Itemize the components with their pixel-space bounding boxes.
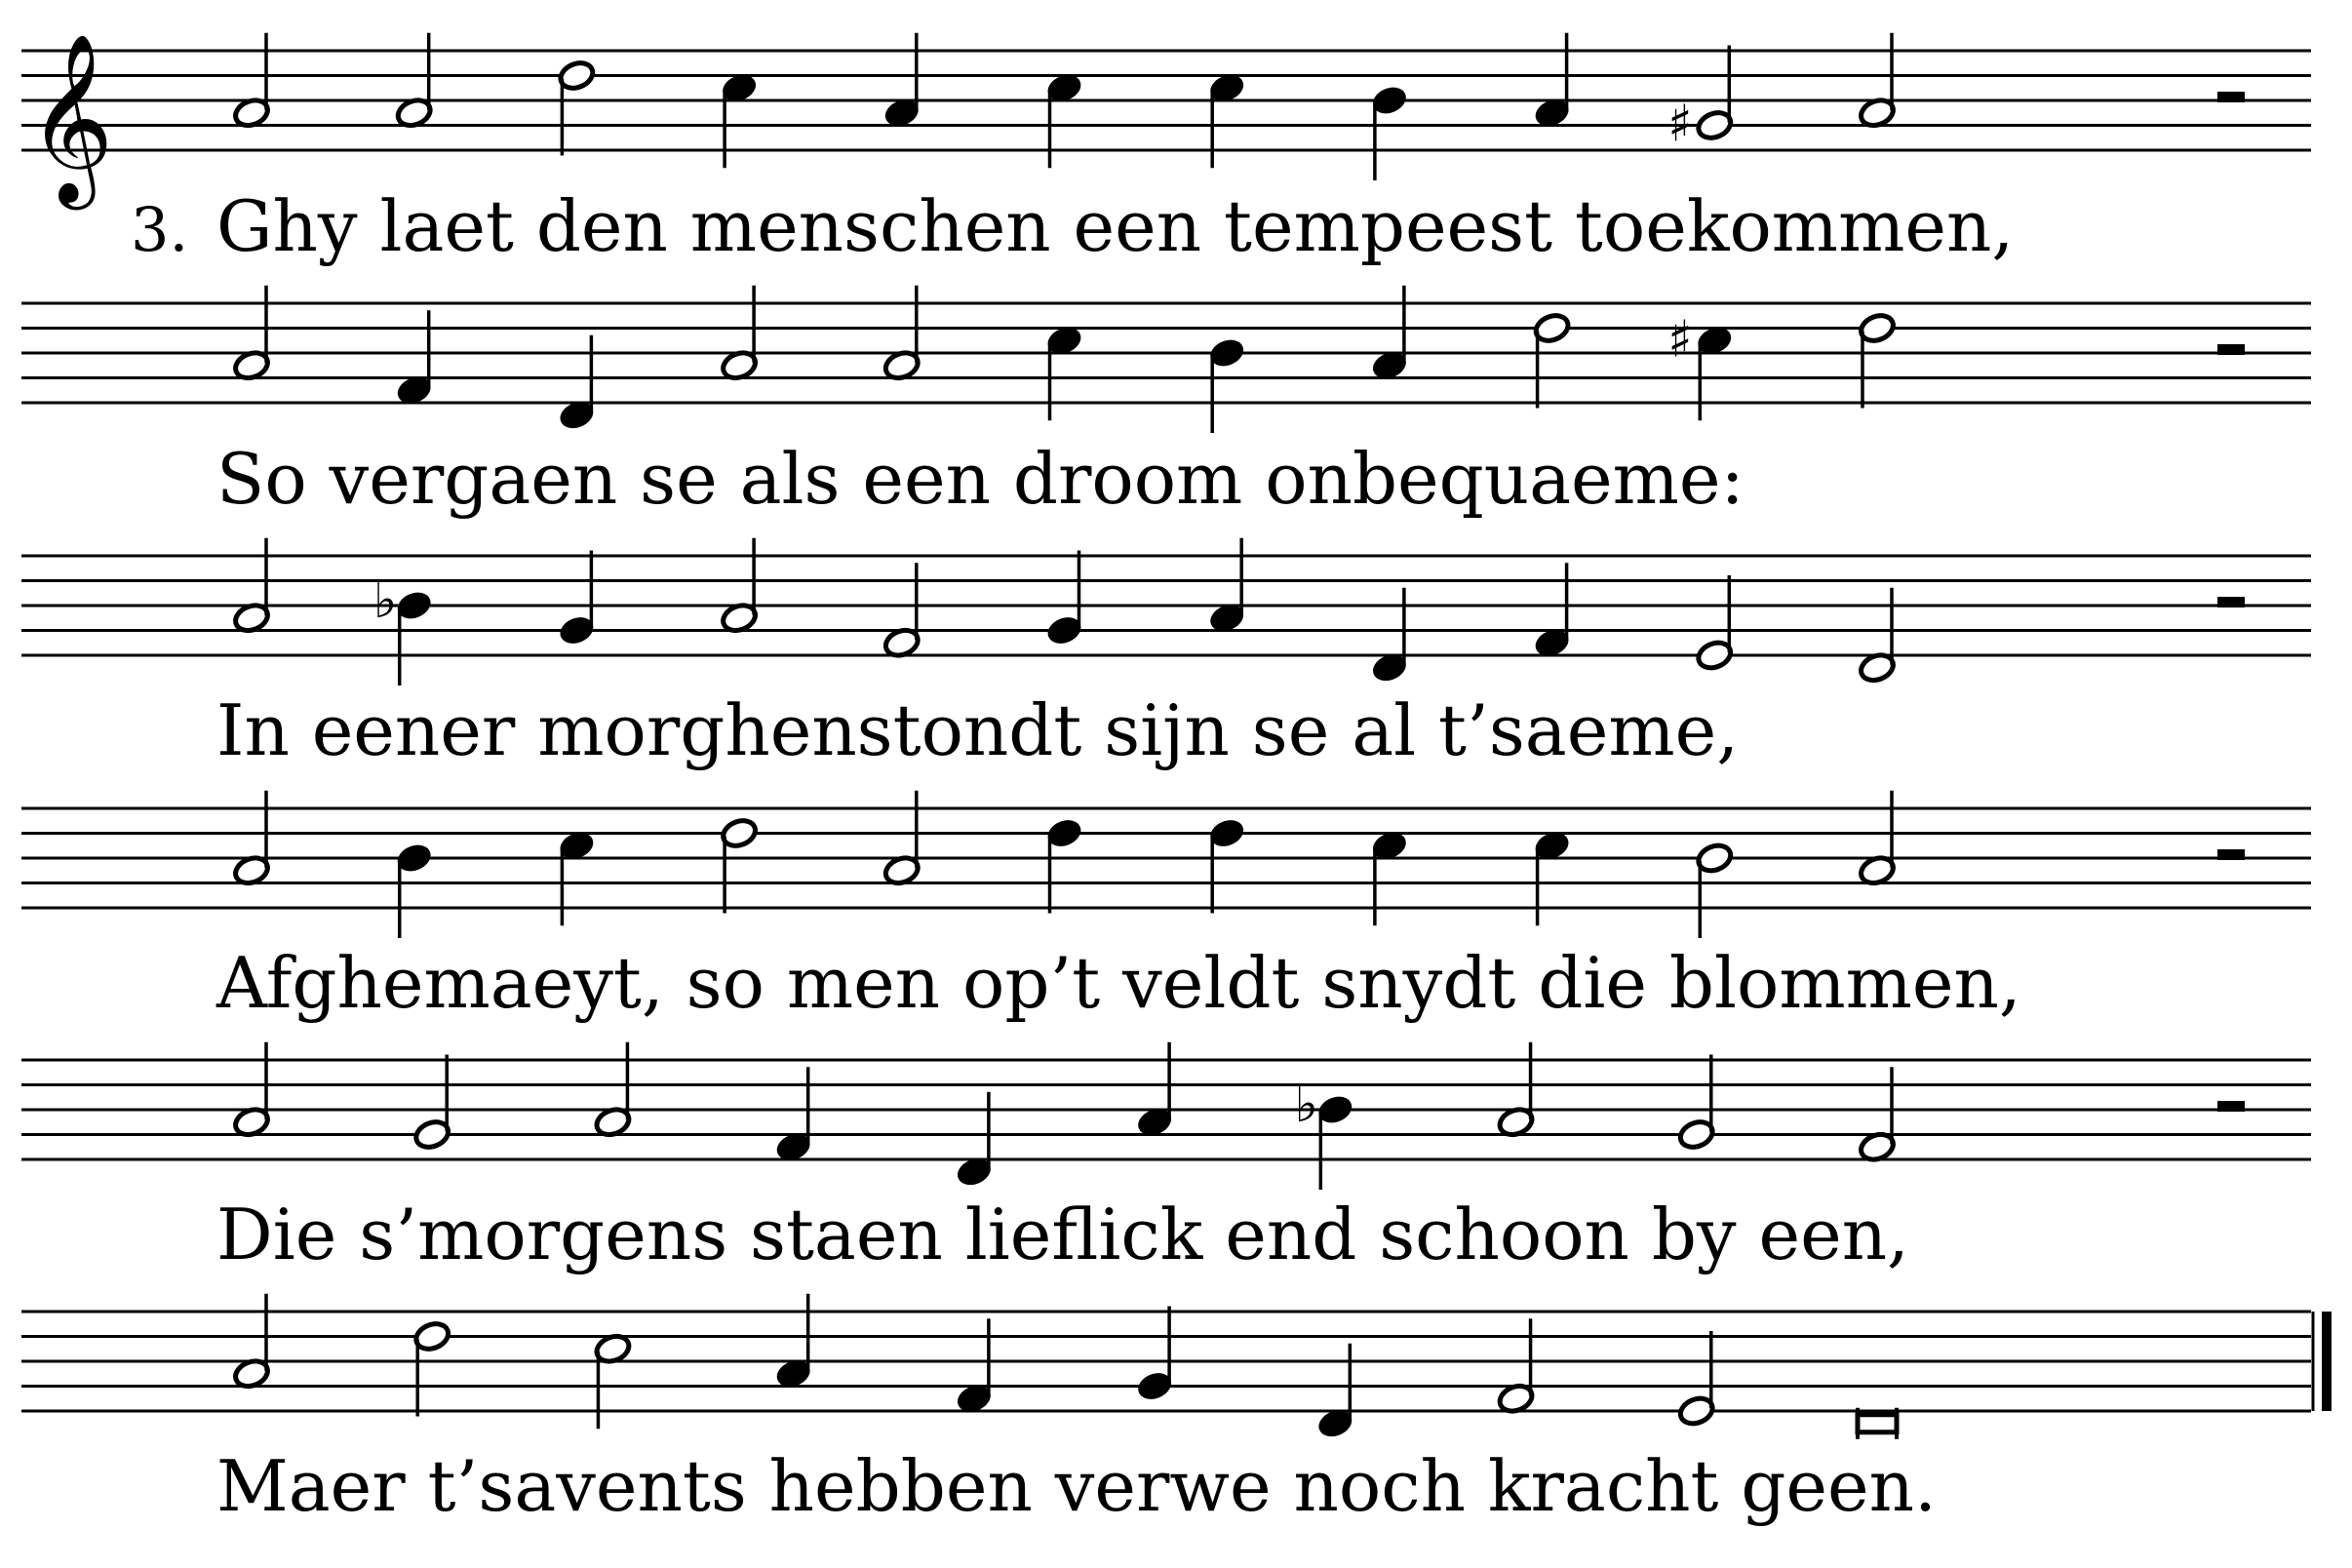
verse-number: 3. [131, 194, 189, 265]
lyric-line-4: Afghemaeyt, so men op’t veldt snydt die blommen, [216, 942, 2021, 1024]
final-barline-thick [2322, 1312, 2332, 1411]
lyric-line-3: In eener morghenstondt sijn se al t’saeme, [216, 689, 1740, 771]
half-rest-icon [2217, 1101, 2245, 1112]
flat-icon: ♭ [372, 571, 398, 630]
treble-clef-icon: 𝄞 [27, 32, 114, 203]
half-rest-icon [2217, 344, 2245, 355]
half-rest-icon [2217, 597, 2245, 608]
sharp-icon: ♯ [1667, 310, 1693, 370]
half-rest-icon [2217, 849, 2245, 860]
lyric-line-5: Die s’morgens staen lieflick end schoon by een, [216, 1194, 1909, 1275]
flat-icon: ♭ [1294, 1076, 1318, 1134]
lyric-line-1: Ghy laet den menschen een tempeest toekommen, [216, 185, 2015, 267]
lyric-line-6: Maer t’savents hebben verwe noch kracht geen. [216, 1445, 1937, 1527]
breve-note [1858, 1415, 1897, 1432]
sharp-icon: ♯ [1667, 95, 1693, 154]
half-rest-icon [2217, 92, 2245, 102]
lyric-line-2: So vergaen se als een droom onbequaeme: [216, 438, 1744, 520]
